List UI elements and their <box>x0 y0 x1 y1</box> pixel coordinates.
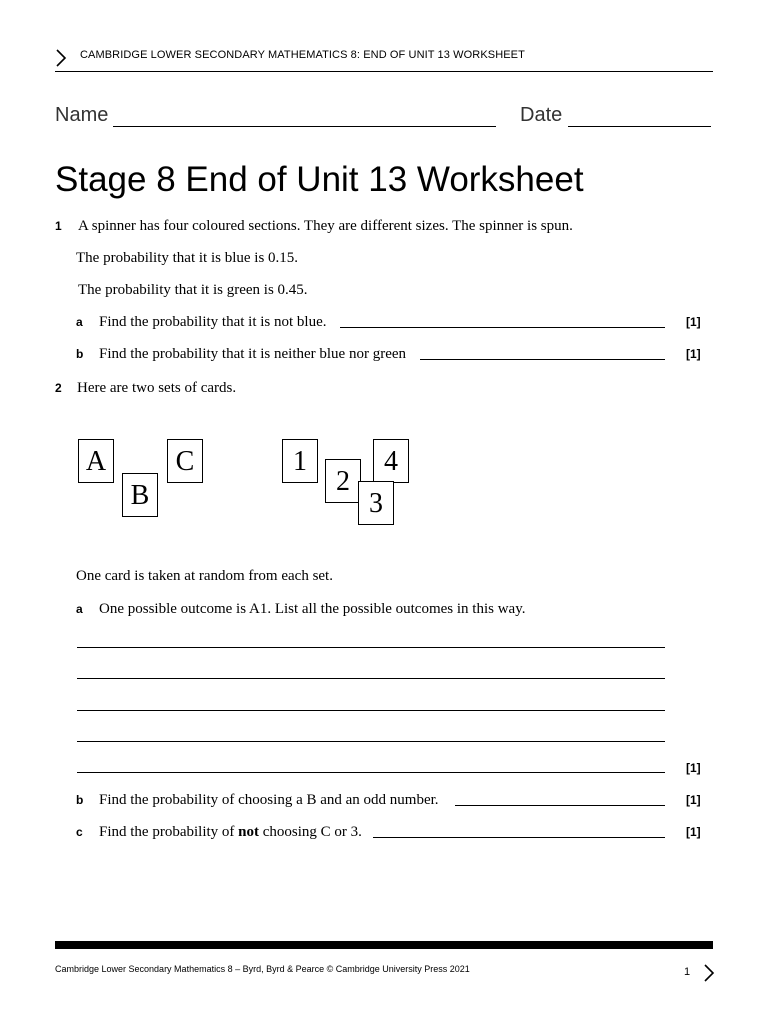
page-title: Stage 8 End of Unit 13 Worksheet <box>55 160 584 199</box>
q1a-answer-line[interactable] <box>340 327 665 328</box>
q2a-answer-line[interactable] <box>77 647 665 648</box>
q2b-marks: [1] <box>686 793 701 807</box>
footer-bar <box>55 941 713 949</box>
q1-probability-blue: The probability that it is blue is 0.15. <box>76 250 299 266</box>
q1b-letter: b <box>76 347 84 361</box>
q2b-letter: b <box>76 793 84 807</box>
q1a-marks: [1] <box>686 315 701 329</box>
chevron-right-icon <box>54 48 68 68</box>
q2c-letter: c <box>76 825 83 839</box>
q2c-text-after: choosing C or 3. <box>259 824 362 840</box>
number-card: 1 <box>282 439 318 483</box>
q2a-answer-line[interactable] <box>77 710 665 711</box>
q2-taken-text: One card is taken at random from each set. <box>76 568 333 584</box>
q2c-marks: [1] <box>686 825 701 839</box>
name-field[interactable] <box>113 126 496 127</box>
question-number-1: 1 <box>55 219 62 233</box>
q2a-marks: [1] <box>686 761 701 775</box>
header-rule <box>55 71 713 72</box>
number-card: 4 <box>373 439 409 483</box>
date-label: Date <box>520 104 563 126</box>
q2a-text: One possible outcome is A1. List all the possible outcomes in this way. <box>99 601 526 617</box>
q1b-text: Find the probability that it is neither blue nor green <box>99 346 407 362</box>
page-number: 1 <box>684 966 691 978</box>
q2a-answer-line[interactable] <box>77 678 665 679</box>
running-header: CAMBRIDGE LOWER SECONDARY MATHEMATICS 8: END OF UNIT 13 WORKSHEET <box>80 49 525 61</box>
footer-credit: Cambridge Lower Secondary Mathematics 8 – Byrd, Byrd & Pearce © Cambridge University Press 2021 <box>55 964 470 974</box>
number-card: 2 <box>325 459 361 503</box>
q1b-marks: [1] <box>686 347 701 361</box>
q2c-text <box>99 823 362 841</box>
q2b-answer-line[interactable] <box>455 805 665 806</box>
q2c-text-before: Find the probability of <box>99 824 239 840</box>
q2c-answer-line[interactable] <box>373 837 665 838</box>
q2a-answer-line[interactable] <box>77 741 665 742</box>
name-label: Name <box>55 104 109 126</box>
date-field[interactable] <box>568 126 711 127</box>
chevron-right-icon[interactable] <box>703 963 715 983</box>
number-card: 3 <box>358 481 394 525</box>
q1-probability-green: The probability that it is green is 0.45. <box>78 282 308 298</box>
letter-card: A <box>78 439 114 483</box>
q2-intro: Here are two sets of cards. <box>77 380 237 396</box>
q1b-answer-line[interactable] <box>420 359 665 360</box>
q1-intro: A spinner has four coloured sections. They are different sizes. The spinner is spun. <box>78 218 573 234</box>
question-number-2: 2 <box>55 381 62 395</box>
q1a-text: Find the probability that it is not blue. <box>99 314 327 330</box>
q2c-text-emphasis: not <box>238 824 259 840</box>
q2a-answer-line[interactable] <box>77 772 665 773</box>
q1a-letter: a <box>76 315 83 329</box>
q2b-text: Find the probability of choosing a B and an odd number. <box>99 792 439 808</box>
letter-card: C <box>167 439 203 483</box>
q2a-letter: a <box>76 602 83 616</box>
letter-card: B <box>122 473 158 517</box>
